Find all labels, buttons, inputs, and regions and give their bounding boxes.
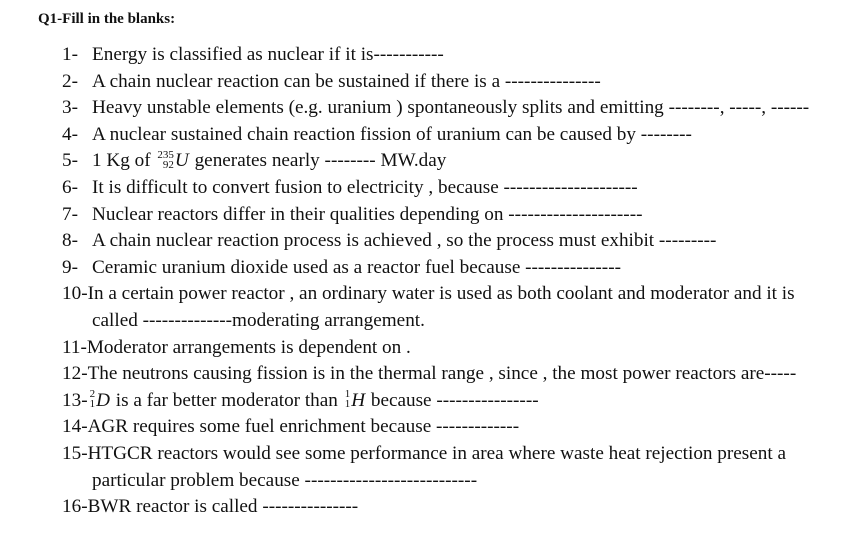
question-number: 6-: [62, 176, 78, 198]
mass-number: 1: [344, 388, 351, 401]
mass-number: 235: [157, 148, 174, 161]
nuclide-u235: [157, 148, 188, 175]
element-symbol: D: [96, 389, 110, 411]
question-number: 10-: [62, 283, 88, 305]
question-16: [62, 494, 842, 521]
question-text-mid: is a far better moderator than: [115, 389, 338, 411]
question-number: 2-: [62, 70, 78, 92]
question-list: [62, 42, 842, 521]
question-3: [62, 95, 842, 122]
question-text: BWR reactor is called ---------------: [87, 496, 359, 518]
question-text-line1: HTGCR reactors would see some performance in area where waste heat rejection present a: [87, 442, 787, 464]
question-5: [62, 148, 842, 175]
question-11: [62, 335, 842, 362]
question-text: Ceramic uranium dioxide used as a reactor fuel because ---------------: [92, 256, 621, 278]
question-number: 4-: [62, 123, 78, 145]
question-10-continuation: [62, 308, 842, 335]
element-symbol: H: [351, 389, 366, 411]
question-9: [62, 255, 842, 282]
question-10: [62, 281, 842, 308]
atomic-number: 1: [89, 398, 96, 411]
question-7: [62, 202, 842, 229]
question-15: [62, 441, 842, 468]
question-text: Energy is classified as nuclear if it is-----------: [92, 44, 444, 65]
question-4: [62, 122, 842, 149]
question-number: 16-: [62, 496, 88, 518]
question-number: 11-: [62, 336, 87, 358]
atomic-number: 1: [344, 398, 351, 411]
element-symbol: U: [174, 150, 189, 172]
question-number: 13-: [62, 389, 88, 411]
question-6: [62, 175, 842, 202]
question-number: 1-: [62, 44, 78, 65]
question-text: A nuclear sustained chain reaction fission of uranium can be caused by --------: [92, 123, 692, 145]
question-number: 8-: [62, 230, 78, 252]
question-text: AGR requires some fuel enrichment because -------------: [87, 416, 520, 438]
question-text-pre: 1 Kg of: [92, 150, 151, 172]
question-number: 5-: [62, 150, 78, 172]
question-text: A chain nuclear reaction can be sustained if there is a ---------------: [92, 70, 601, 92]
question-1: [62, 42, 842, 69]
question-text-post: because ----------------: [370, 389, 539, 411]
question-text: Moderator arrangements is dependent on .: [86, 336, 411, 358]
question-number: 15-: [62, 442, 88, 464]
question-text: It is difficult to convert fusion to electricity , because ---------------------: [92, 176, 638, 198]
question-number: 14-: [62, 416, 88, 438]
nuclide-hydrogen: [345, 388, 365, 415]
atomic-number: 92: [162, 158, 174, 171]
question-text: The neutrons causing fission is in the thermal range , since , the most power reactors are-----: [87, 363, 797, 385]
question-text-line2: particular problem because ---------------------------: [92, 469, 478, 491]
question-number: 9-: [62, 256, 78, 278]
question-12: [62, 361, 842, 388]
question-number: 7-: [62, 203, 78, 225]
question-text: Heavy unstable elements (e.g. uranium ) spontaneously splits and emitting --------, -----, ------: [92, 97, 810, 119]
question-text: A chain nuclear reaction process is achieved , so the process must exhibit ---------: [92, 230, 717, 252]
question-number: 12-: [62, 363, 88, 385]
question-text-line1: In a certain power reactor , an ordinary water is used as both coolant and moderator and it is: [87, 283, 795, 305]
question-text: Nuclear reactors differ in their qualities depending on ---------------------: [92, 203, 643, 225]
question-text-line2: called --------------moderating arrangement.: [92, 309, 425, 331]
question-2: [62, 69, 842, 96]
question-13: [62, 388, 842, 415]
question-number: 3-: [62, 97, 78, 119]
question-15-continuation: [62, 468, 842, 495]
question-14: [62, 414, 842, 441]
section-heading: Q1-Fill in the blanks:: [38, 11, 176, 27]
question-text-post: generates nearly -------- MW.day: [194, 150, 447, 172]
mass-number: 2: [89, 388, 96, 401]
nuclide-deuterium: [90, 388, 110, 415]
question-8: [62, 228, 842, 255]
